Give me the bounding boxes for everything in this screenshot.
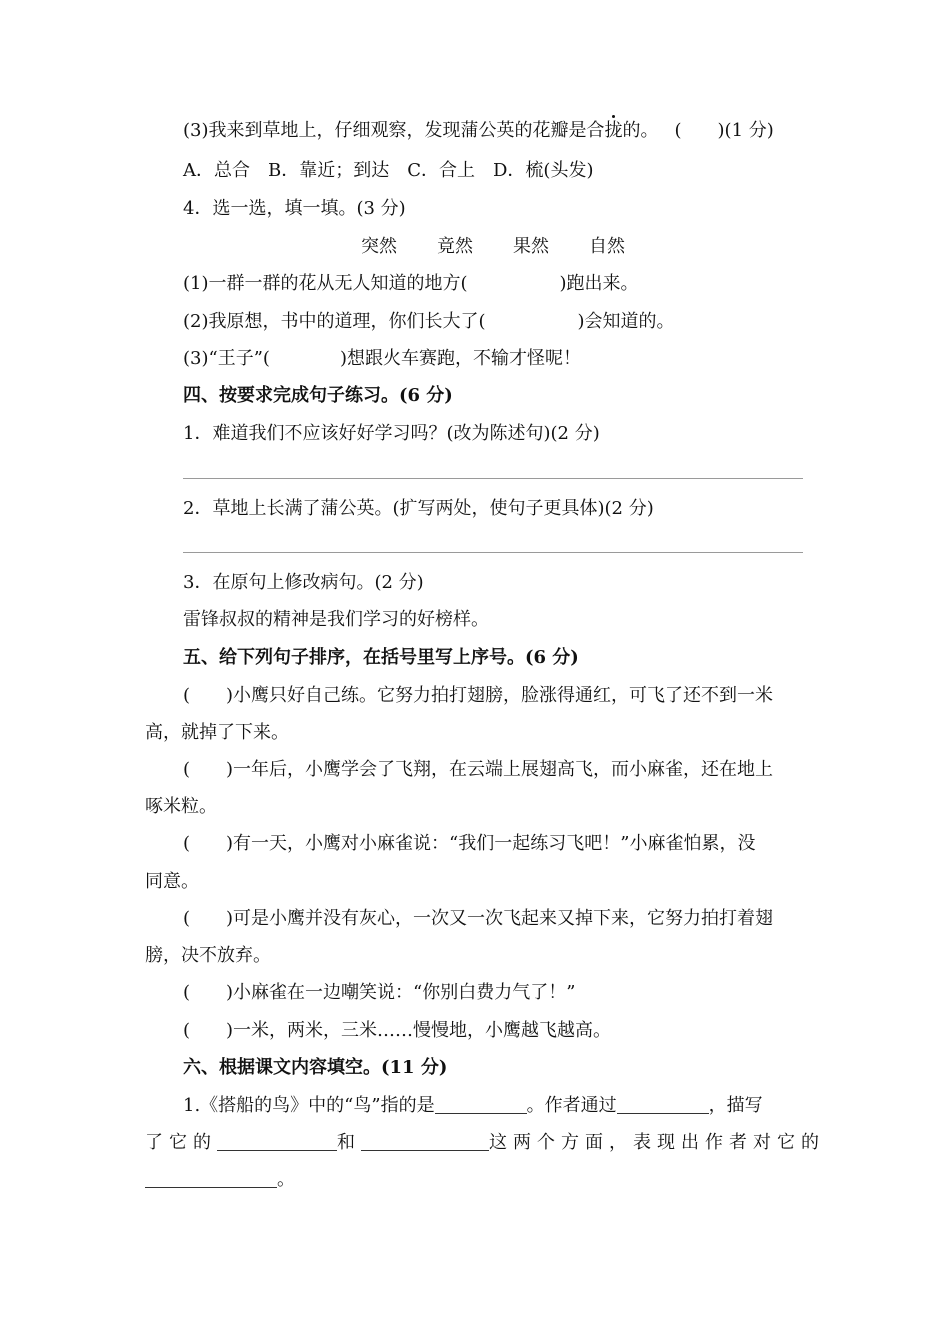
section-6-line-3: 。 [145,1167,295,1193]
word-bank-item: 自然 [589,236,625,257]
sentence-d: ( )可是小鹰并没有灰心，一次又一次飞起来又掉下来，它努力拍打着翅 [183,908,774,929]
fill-blank[interactable] [217,1132,337,1151]
sentence-f: ( )一米，两米，三米……慢慢地，小鹰越飞越高。 [183,1020,612,1041]
question-3-3: (3)我来到草地上，仔细观察，发现蒲公英的花瓣是合拢的。 ( )(1 分) [183,118,774,144]
fill-blank[interactable] [617,1095,709,1114]
word-bank [361,234,625,260]
section-6-line-2: 了它的 和 这两个方面，表现出作者对它的 [145,1132,825,1153]
sentence-d-cont: 膀，决不放弃。 [145,945,271,966]
section-6-title: 六、根据课文内容填空。(11 分) [183,1057,448,1078]
question-4-3: (3)“王子”( )想跟火车赛跑，不输才怪呢！ [183,348,581,369]
fill-blank[interactable] [145,1169,277,1188]
section-6-line-1: 1.《搭船的鸟》中的“鸟”指的是 。作者通过 ，描写 [183,1095,763,1116]
fill-blank[interactable] [435,1095,527,1114]
section-4-title: 四、按要求完成句子练习。(6 分) [183,385,453,406]
answer-paren[interactable]: ( ) [674,120,725,141]
question-4-1: (1)一群一群的花从无人知道的地方( )跑出来。 [183,273,639,294]
question-4-2: (2)我原想，书中的道理，你们长大了( )会知道的。 [183,311,675,332]
question-3-3-options: A．总合 B．靠近；到达 C．合上 D．梳(头发) [183,160,594,181]
question-4-title: 4．选一选，填一填。(3 分) [183,198,406,219]
emphasis-dot-char: 拢 [605,118,623,144]
sentence-b: ( )一年后，小鹰学会了飞翔，在云端上展翅高飞，而小麻雀，还在地上 [183,759,774,780]
sentence-b-cont: 啄米粒。 [145,796,217,817]
section-4-item-3: 3．在原句上修改病句。(2 分) [183,572,424,593]
word-bank-item: 果然 [513,236,549,257]
section-4-item-3-sentence: 雷锋叔叔的精神是我们学习的好榜样。 [183,609,489,630]
word-bank-item: 竟然 [437,236,473,257]
fill-blank[interactable] [361,1132,489,1151]
section-5-title: 五、给下列句子排序，在括号里写上序号。(6 分) [183,647,579,668]
sentence-a-cont: 高，就掉了下来。 [145,722,289,743]
sentence-a: ( )小鹰只好自己练。它努力拍打翅膀，脸涨得通红，可飞了还不到一米 [183,685,774,706]
answer-line[interactable] [183,552,803,553]
section-4-item-1: 1．难道我们不应该好好学习吗？(改为陈述句)(2 分) [183,423,600,444]
section-4-item-2: 2．草地上长满了蒲公英。(扩写两处，使句子更具体)(2 分) [183,498,654,519]
word-bank-item: 突然 [361,236,397,257]
answer-line[interactable] [183,478,803,479]
sentence-e: ( )小麻雀在一边嘲笑说：“你别白费力气了！” [183,982,576,1003]
sentence-c-cont: 同意。 [145,871,199,892]
sentence-c: ( )有一天，小鹰对小麻雀说：“我们一起练习飞吧！”小麻雀怕累，没 [183,833,756,854]
